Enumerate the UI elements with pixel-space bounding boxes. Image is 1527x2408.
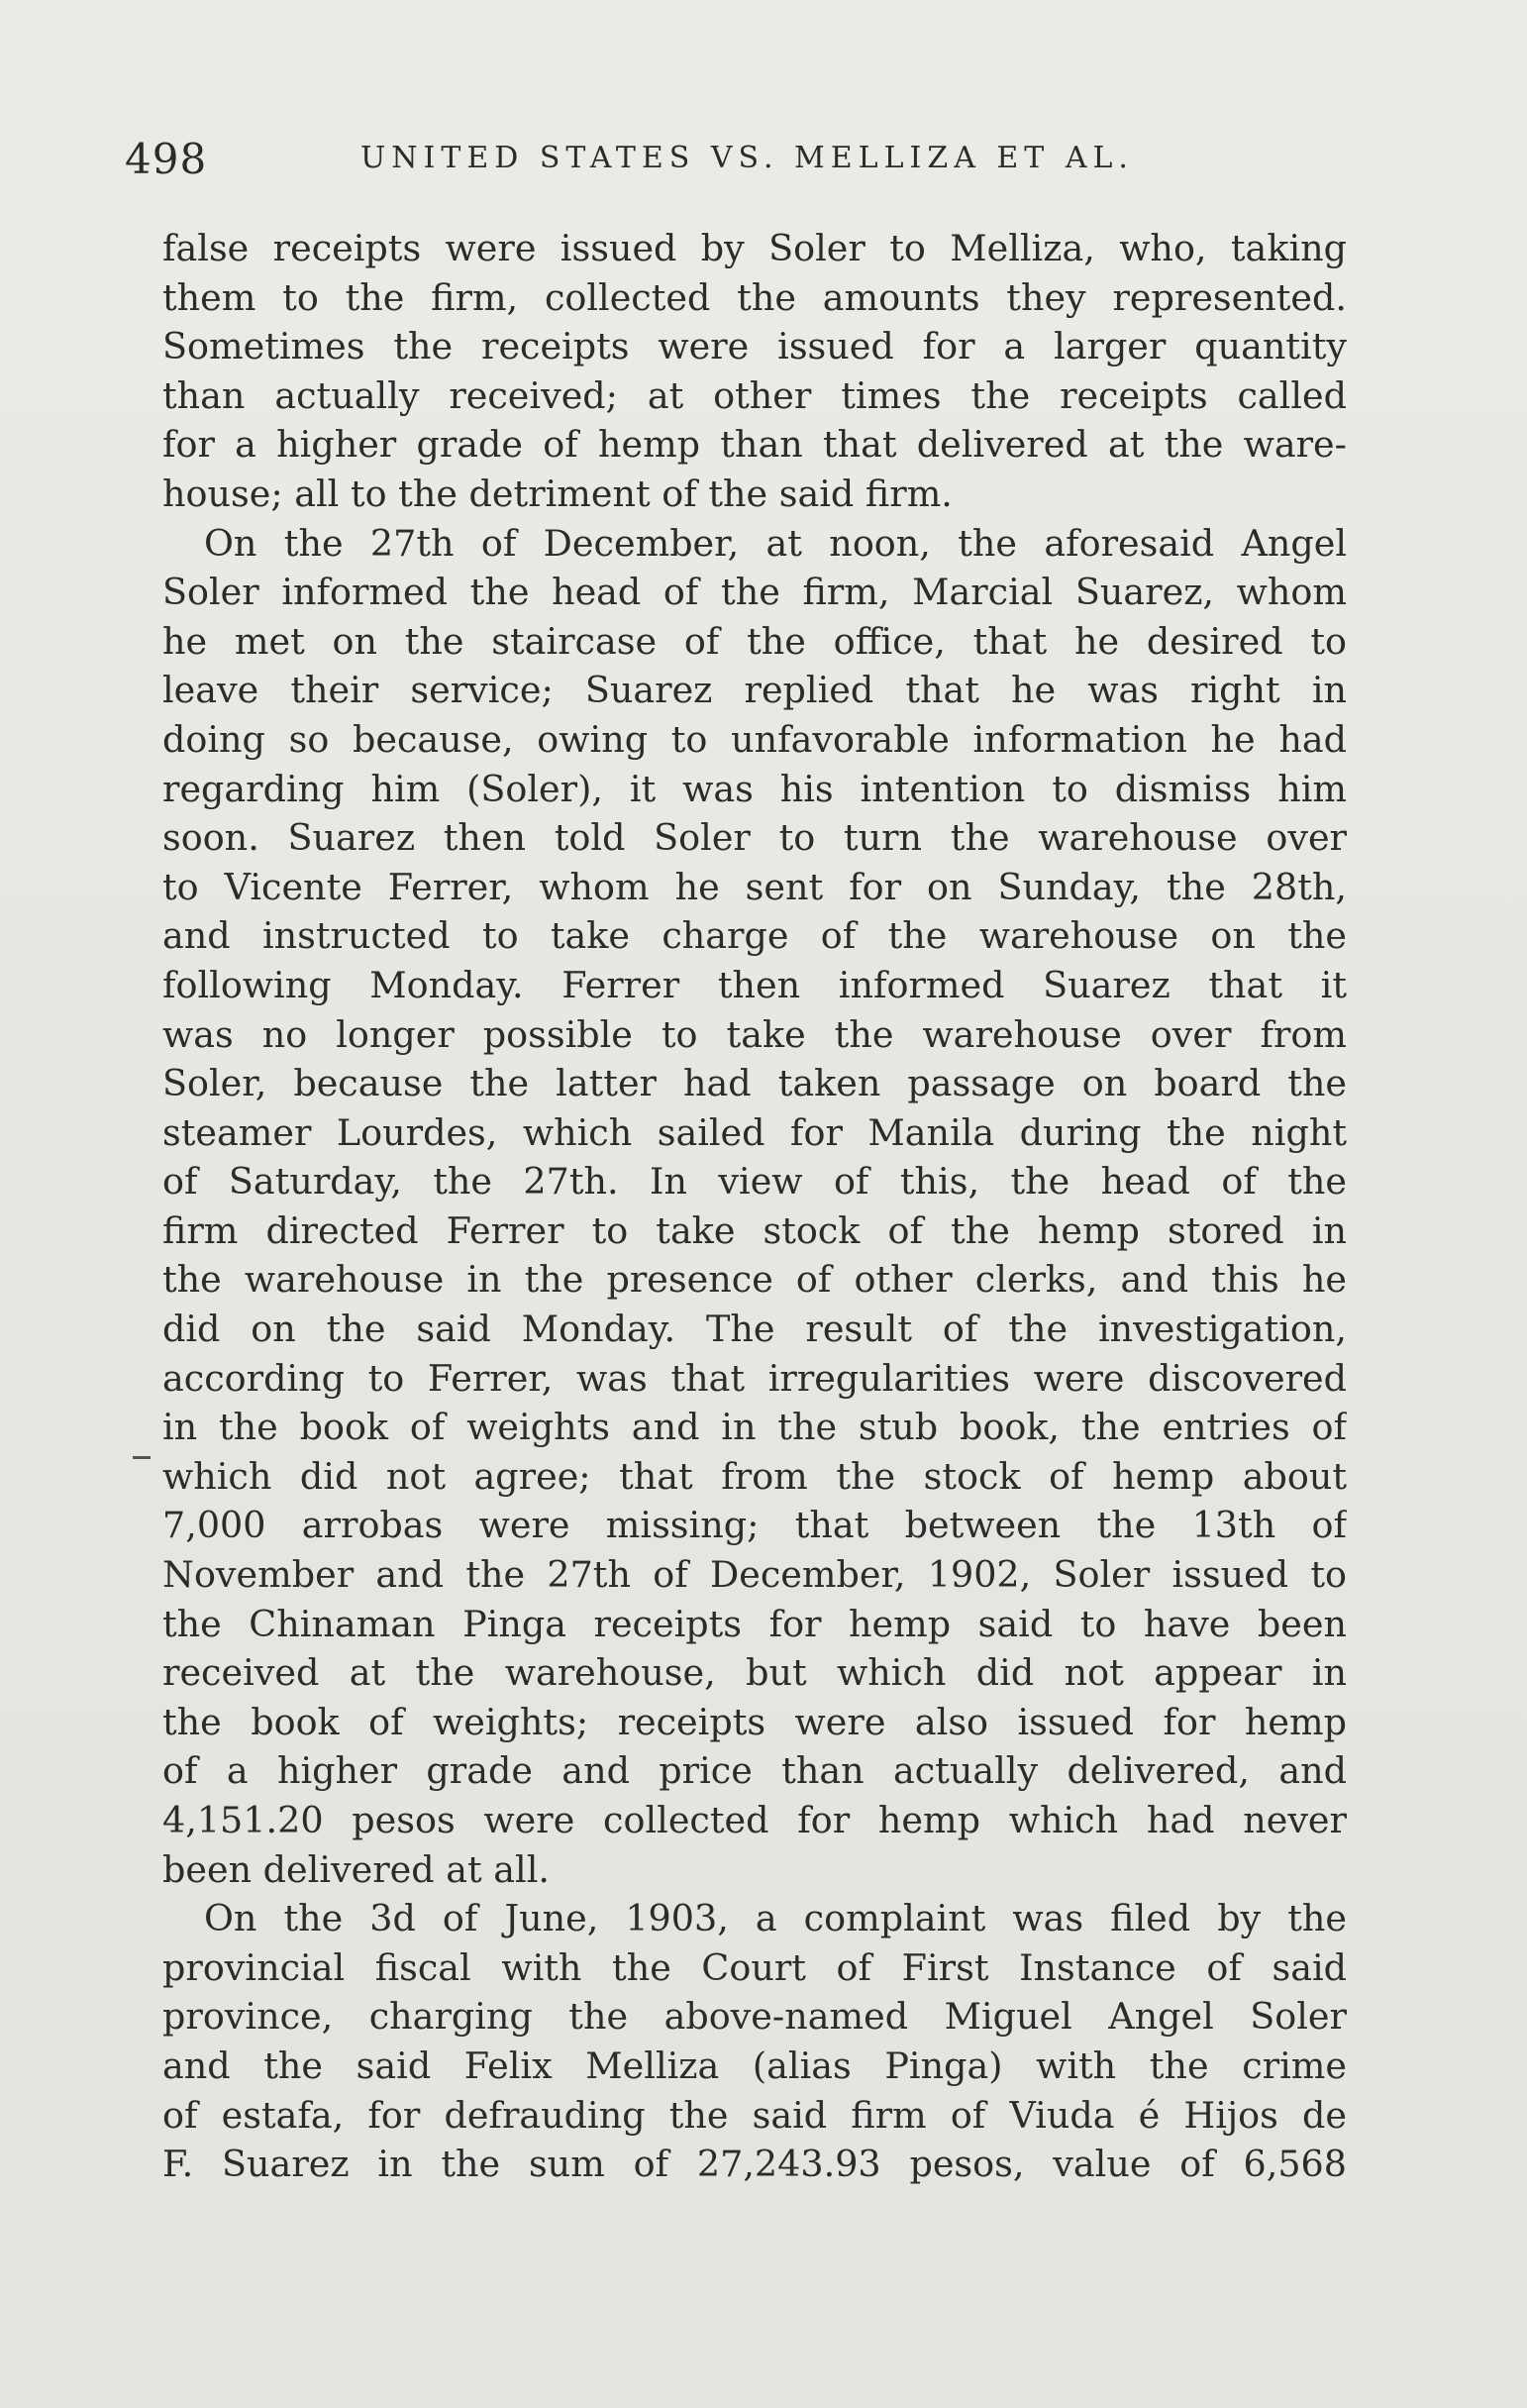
- text-line: doing so because, owing to unfavorable information he had: [162, 717, 1347, 761]
- text-line: firm directed Ferrer to take stock of the hemp stored in: [162, 1208, 1347, 1252]
- text-line: received at the warehouse, but which did not appear in: [162, 1651, 1347, 1695]
- text-line: steamer Lourdes, which sailed for Manila during the night: [162, 1110, 1347, 1154]
- text-line: the warehouse in the presence of other clerks, and this he: [162, 1258, 1347, 1302]
- page-number: 498: [125, 135, 208, 183]
- text-line: in the book of weights and in the stub book, the entries of: [162, 1406, 1347, 1449]
- text-line: Sometimes the receipts were issued for a larger quantity: [162, 325, 1347, 368]
- text-line: of a higher grade and price than actually delivered, and: [162, 1749, 1347, 1793]
- text-line: November and the 27th of December, 1902, Soler issued to: [162, 1553, 1347, 1597]
- text-line: the Chinaman Pinga receipts for hemp said to have been: [162, 1602, 1347, 1645]
- text-line: of estafa, for defrauding the said firm of Viuda é Hijos de: [162, 2093, 1347, 2137]
- text-line: which did not agree; that from the stock of hemp about: [162, 1454, 1347, 1498]
- text-line: than actually received; at other times the receipts called: [162, 373, 1347, 417]
- text-line: for a higher grade of hemp than that delivered at the ware-: [162, 423, 1347, 467]
- text-line: been delivered at all.: [162, 1847, 550, 1891]
- text-line: regarding him (Soler), it was his intention to dismiss him: [162, 767, 1347, 810]
- text-line: of Saturday, the 27th. In view of this, the head of the: [162, 1160, 1347, 1204]
- body-text: [162, 224, 1347, 2189]
- text-line: Soler informed the head of the firm, Marcial Suarez, whom: [162, 571, 1347, 614]
- text-line: province, charging the above-named Miguel Angel Soler: [162, 1995, 1347, 2039]
- text-line: he met on the staircase of the office, that he desired to: [162, 619, 1347, 663]
- text-line: Soler, because the latter had taken passage on board the: [162, 1062, 1347, 1105]
- text-line: F. Suarez in the sum of 27,243.93 pesos, value of 6,568: [162, 2143, 1347, 2186]
- text-line: did on the said Monday. The result of the investigation,: [162, 1308, 1347, 1351]
- text-line: provincial fiscal with the Court of First Instance of said: [162, 1945, 1347, 1989]
- text-line: and the said Felix Melliza (alias Pinga) with the crime: [162, 2043, 1347, 2087]
- text-line: to Vicente Ferrer, whom he sent for on Sunday, the 28th,: [162, 865, 1347, 908]
- margin-dash-mark: [133, 1456, 151, 1459]
- text-line: On the 3d of June, 1903, a complaint was filed by the: [204, 1897, 1347, 1940]
- text-line: 4,151.20 pesos were collected for hemp which had never: [162, 1799, 1347, 1841]
- running-head: UNITED STATES VS. MELLIZA ET AL.: [360, 141, 1134, 175]
- text-line: false receipts were issued by Soler to Melliza, who, taking: [162, 227, 1347, 269]
- text-line: and instructed to take charge of the warehouse on the: [162, 914, 1347, 958]
- text-line: the book of weights; receipts were also issued for hemp: [162, 1700, 1347, 1743]
- page-header: [125, 135, 1353, 190]
- text-line: house; all to the detriment of the said firm.: [162, 471, 953, 515]
- text-line: leave their service; Suarez replied that he was right in: [162, 669, 1347, 712]
- text-line: them to the firm, collected the amounts they represented.: [162, 275, 1347, 319]
- text-line: 7,000 arrobas were missing; that between the 13th of: [162, 1504, 1347, 1547]
- text-line: soon. Suarez then told Soler to turn the warehouse over: [162, 816, 1347, 860]
- text-line: On the 27th of December, at noon, the aforesaid Angel: [204, 521, 1347, 565]
- text-line: according to Ferrer, was that irregularities were discovered: [162, 1356, 1347, 1400]
- text-line: following Monday. Ferrer then informed Suarez that it: [162, 963, 1347, 1006]
- text-line: was no longer possible to take the warehouse over from: [162, 1012, 1347, 1056]
